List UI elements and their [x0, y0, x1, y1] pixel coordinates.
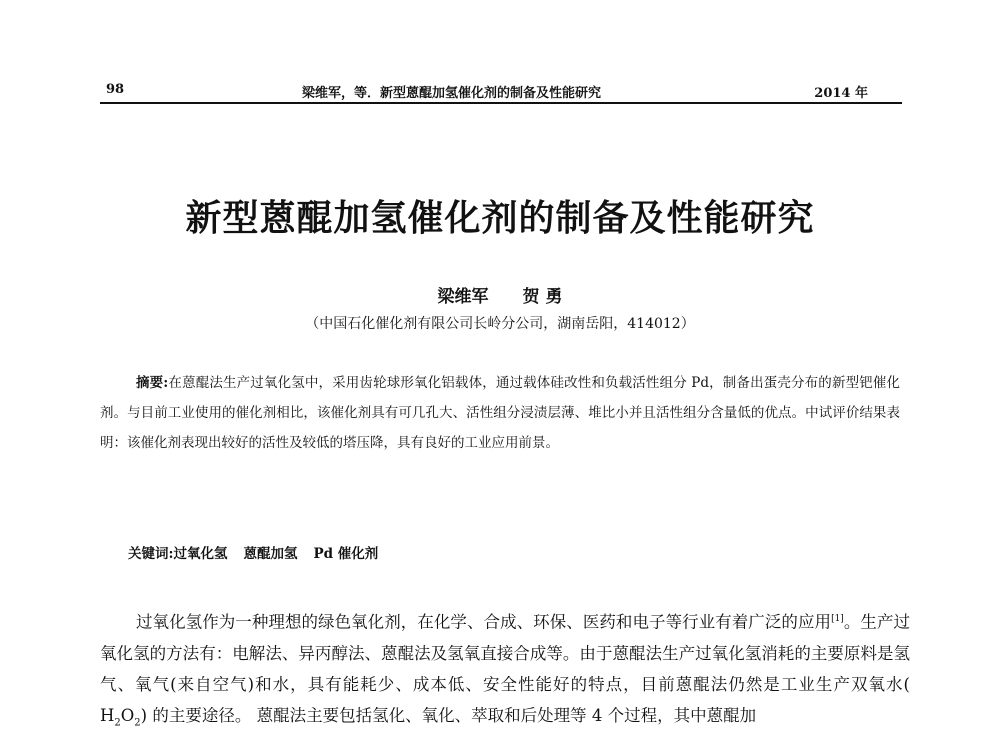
subscript: 2	[114, 716, 121, 728]
page-number: 98	[106, 82, 125, 97]
body-paragraph	[100, 604, 910, 738]
citation-ref: [1]	[831, 614, 844, 624]
keyword-item: 蒽醌加氢	[243, 546, 298, 562]
formula-o: O	[120, 705, 135, 725]
keyword-item: Pd 催化剂	[313, 546, 379, 562]
affiliation: （中国石化催化剂有限公司长岭分公司，湖南岳阳，414012）	[305, 316, 695, 332]
running-head-year: 2014 年	[814, 86, 868, 101]
abstract-label: 摘要:	[136, 375, 169, 391]
keywords	[128, 542, 394, 562]
keyword-item: 过氧化氢	[173, 546, 228, 562]
running-head	[100, 78, 902, 104]
abstract	[100, 368, 900, 458]
body-text-c: ) 的主要途径。 蒽醌法主要包括氢化、氧化、萃取和后处理等 4 个过程，其中蒽醌加	[140, 705, 757, 725]
running-head-title: 梁维军，等．新型蒽醌加氢催化剂的制备及性能研究	[302, 86, 602, 101]
body-text-b: 。生产过氧化氢的方法有：电解法、异丙醇法、蒽醌法及氢氧直接合成等。由于蒽醌法生产过氧化氢消耗的主要原料是氢气、氧气(来自空气)和水，具有能耗少、成本低、安全性能好的特点，目前蒽醌法仍然是工业生产双氧水( H	[100, 612, 911, 725]
authors: 梁维军 贺 勇	[437, 287, 563, 307]
paper-title: 新型蒽醌加氢催化剂的制备及性能研究	[185, 198, 815, 239]
subscript: 2	[134, 716, 141, 728]
keywords-label: 关键词:	[128, 546, 174, 562]
body-text-a: 过氧化氢作为一种理想的绿色氧化剂，在化学、合成、环保、医药和电子等行业有着广泛的应用	[136, 612, 832, 632]
abstract-text: 在蒽醌法生产过氧化氢中，采用齿轮球形氧化铝载体，通过载体硅改性和负载活性组分 Pd，制备出蛋壳分布的新型钯催化剂。与目前工业使用的催化剂相比，该催化剂具有可几孔大、活性组分浸渍层薄、堆比小并且活性组分含量低的优点。中试评价结果表明：该催化剂表现出较好的活性及较低的塔压降，具有良好的工业应用前景。	[100, 375, 901, 451]
